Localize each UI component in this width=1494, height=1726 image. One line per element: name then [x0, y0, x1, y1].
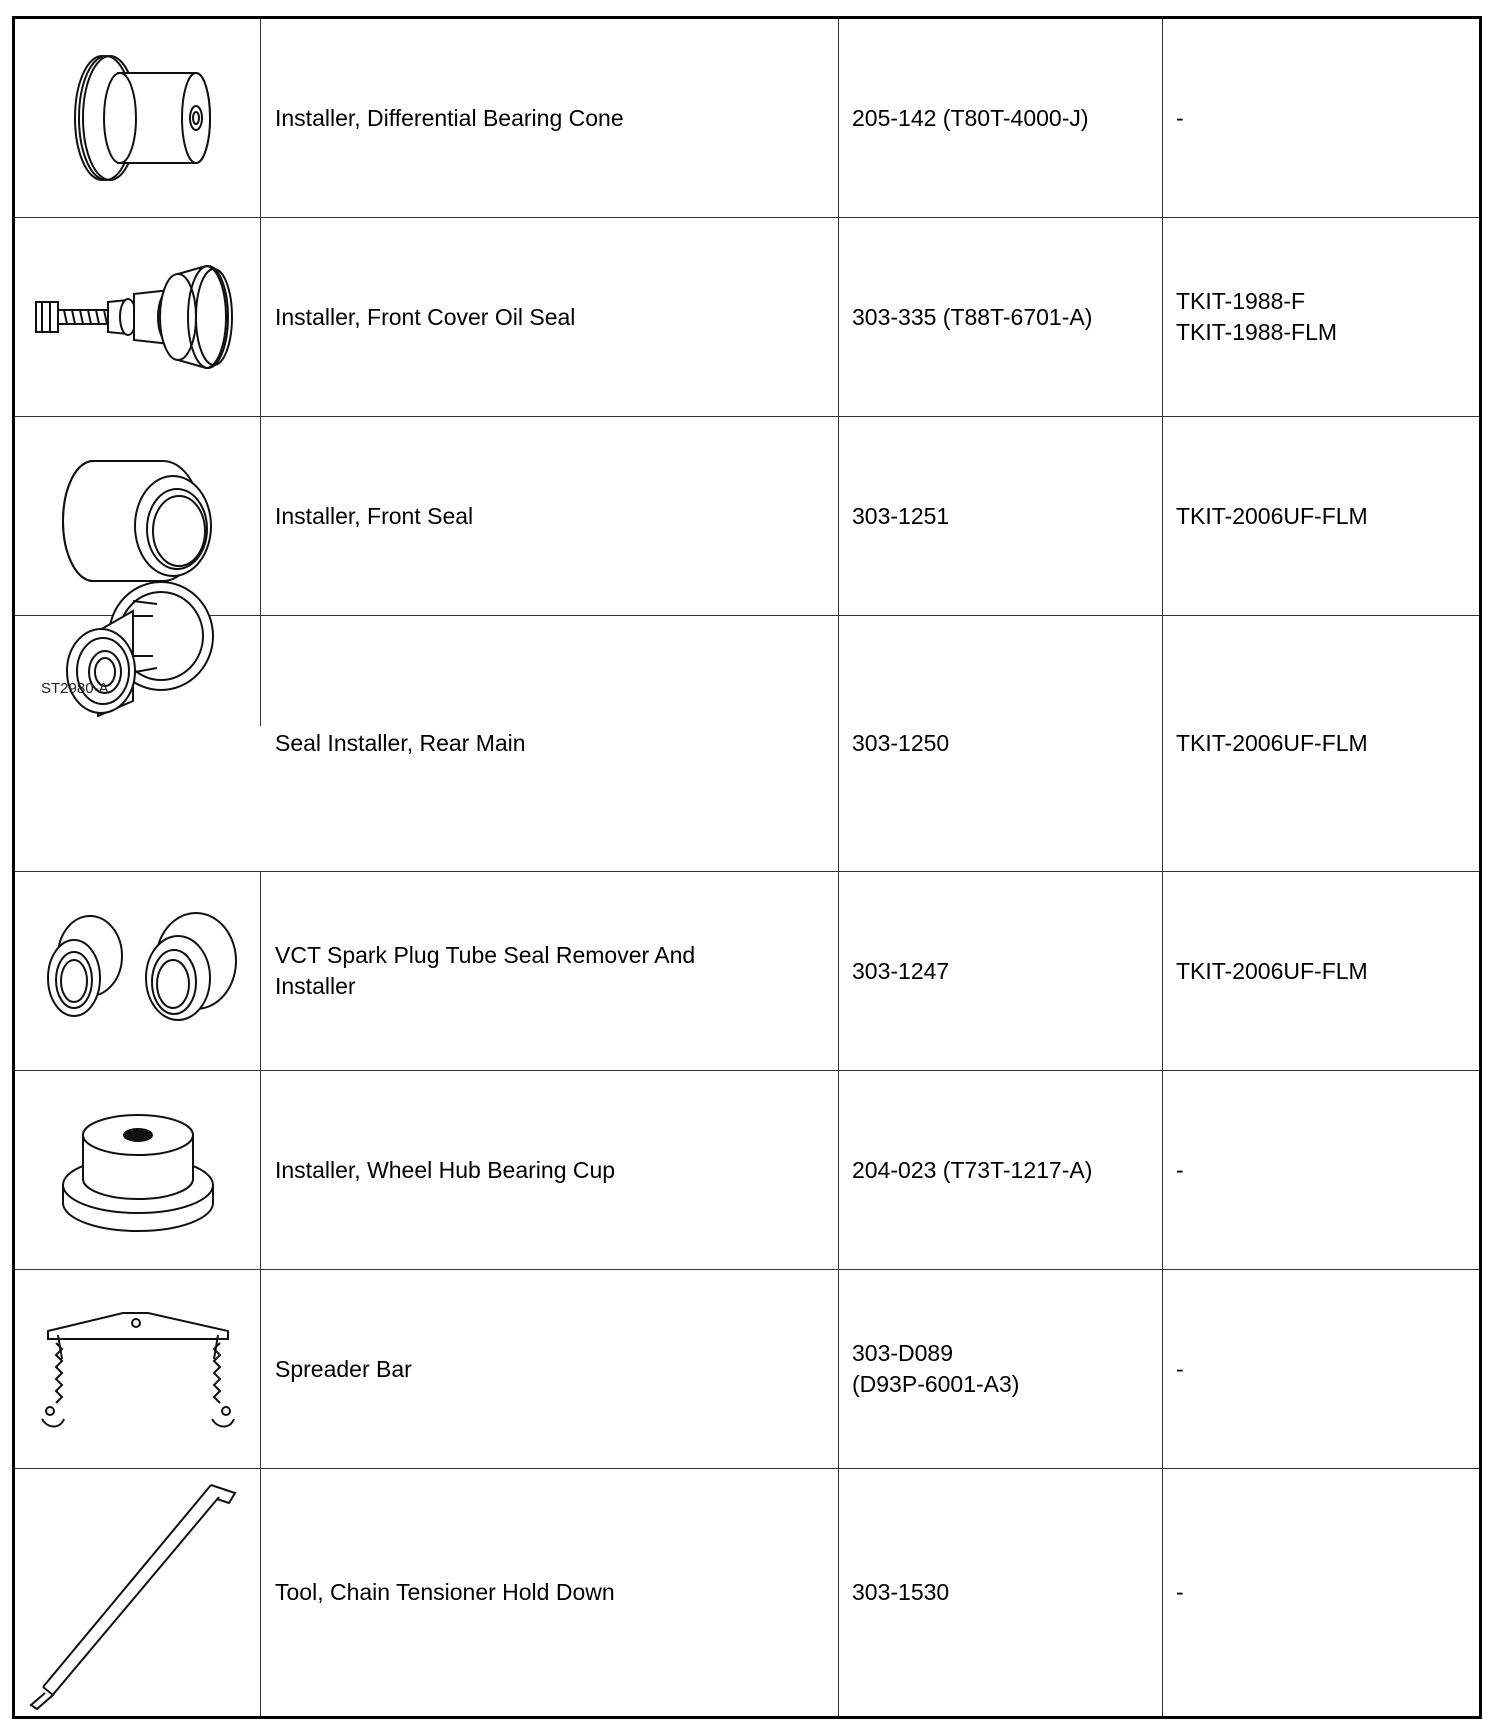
tool-illustration-cell — [15, 1469, 261, 1716]
kit-line: TKIT-1988-F — [1176, 288, 1306, 314]
tool-illustration-cell — [15, 1270, 261, 1468]
differential-bearing-cone-installer-icon — [58, 43, 218, 193]
kit-line: TKIT-2006UF-FLM — [1176, 730, 1368, 756]
part-number-line: 205-142 (T80T-4000-J) — [852, 104, 1089, 131]
table-row — [15, 218, 1479, 417]
chain-tensioner-hold-down-icon — [23, 1473, 253, 1713]
table-row — [15, 19, 1479, 218]
part-number-line: 303-1247 — [852, 957, 950, 984]
kit-line: TKIT-1988-FLM — [1176, 319, 1338, 345]
part-number-line: 303-D089 — [852, 1340, 954, 1366]
front-cover-oil-seal-installer-icon — [28, 252, 248, 382]
table-row — [15, 616, 1479, 872]
table-row — [15, 1270, 1479, 1469]
description-line: VCT Spark Plug Tube Seal Remover And — [275, 942, 696, 968]
tool-description: Installer, Wheel Hub Bearing Cup — [261, 1071, 839, 1269]
tool-illustration-cell — [15, 616, 261, 726]
tool-kit — [1163, 616, 1479, 871]
wheel-hub-bearing-cup-installer-icon — [53, 1095, 223, 1245]
special-tools-table — [12, 16, 1482, 1719]
tool-part-number — [839, 872, 1163, 1070]
tool-kit — [1163, 1270, 1479, 1468]
tool-description: Seal Installer, Rear Main — [261, 616, 839, 871]
kit-line: TKIT-2006UF-FLM — [1176, 502, 1368, 529]
table-row — [15, 417, 1479, 616]
tool-kit — [1163, 19, 1479, 217]
tool-description: Spreader Bar — [261, 1270, 839, 1468]
part-number-line: (D93P-6001-A3) — [852, 1371, 1020, 1397]
tool-description: Installer, Differential Bearing Cone — [261, 19, 839, 217]
tool-part-number — [839, 1071, 1163, 1269]
tool-illustration-cell — [15, 218, 261, 416]
tool-part-number — [839, 1469, 1163, 1716]
tool-kit — [1163, 417, 1479, 615]
kit-line: - — [1176, 1579, 1184, 1605]
tool-part-number — [839, 417, 1163, 615]
tool-part-number — [839, 19, 1163, 217]
kit-line: - — [1176, 1156, 1184, 1183]
tool-part-number — [839, 218, 1163, 416]
table-row — [15, 1071, 1479, 1270]
tool-description — [261, 872, 839, 1070]
tool-illustration-cell — [15, 1071, 261, 1269]
front-seal-installer-icon — [53, 441, 223, 591]
description-line: Installer — [275, 973, 356, 999]
table-row — [15, 872, 1479, 1071]
part-number-line: 303-1250 — [852, 730, 950, 756]
figure-label: ST2980-A — [41, 680, 109, 697]
tool-illustration-cell — [15, 19, 261, 217]
part-number-line: 303-1530 — [852, 1579, 950, 1605]
tool-kit — [1163, 1469, 1479, 1716]
tool-description: Installer, Front Seal — [261, 417, 839, 615]
kit-line: - — [1176, 104, 1184, 131]
tool-description: Tool, Chain Tensioner Hold Down — [261, 1469, 839, 1716]
part-number-line: 204-023 (T73T-1217-A) — [852, 1156, 1093, 1183]
part-number-line: 303-335 (T88T-6701-A) — [852, 303, 1093, 330]
spreader-bar-icon — [28, 1299, 248, 1439]
tool-kit — [1163, 218, 1479, 416]
tool-kit — [1163, 1071, 1479, 1269]
tool-description: Installer, Front Cover Oil Seal — [261, 218, 839, 416]
kit-line: TKIT-2006UF-FLM — [1176, 957, 1368, 984]
kit-line: - — [1176, 1355, 1184, 1382]
tool-kit — [1163, 872, 1479, 1070]
tool-part-number — [839, 1270, 1163, 1468]
part-number-line: 303-1251 — [852, 502, 950, 529]
tool-illustration-cell — [15, 872, 261, 1070]
spark-plug-tube-seal-tool-icon — [28, 906, 248, 1036]
tool-part-number — [839, 616, 1163, 871]
table-row — [15, 1469, 1479, 1716]
